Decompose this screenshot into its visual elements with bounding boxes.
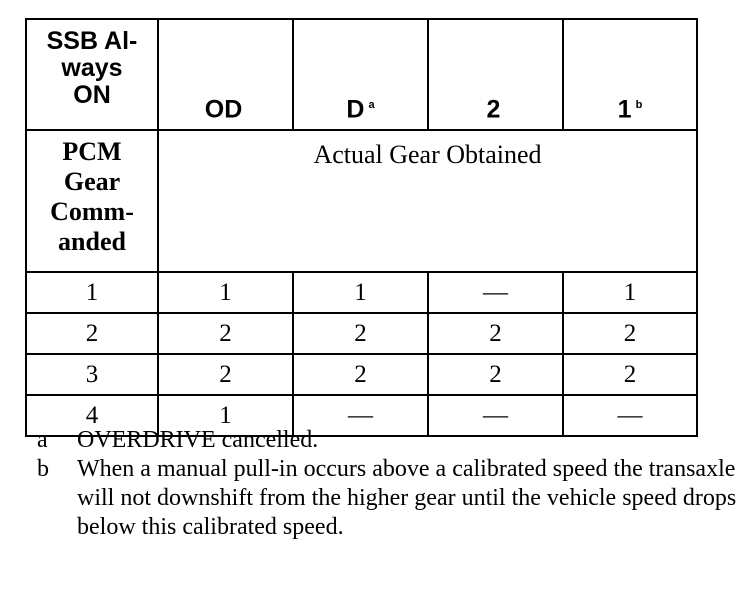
table-cell: 1 [26,272,158,313]
table-cell: 2 [428,354,563,395]
table-cell: 2 [293,313,428,354]
table-cell: 1 [563,272,697,313]
table-cell: 3 [26,354,158,395]
actual-gear-obtained-label: Actual Gear Obtained [158,130,697,272]
table-cell: 2 [158,354,293,395]
header-row [26,19,697,130]
table-cell: 2 [26,313,158,354]
table-cell: — [563,395,697,436]
header-col-2: 2 [428,19,563,130]
header-ssb-always-on: SSB Al- ways ON [26,19,158,130]
table-cell: 2 [428,313,563,354]
footnote-key: a [37,427,48,453]
header-col-1: 1 $^b$ [563,19,697,130]
table-cell: 1 [158,272,293,313]
table-cell: 1 [158,395,293,436]
footnote-a [37,426,737,455]
footnote-text: When a manual pull-in occurs above a calibrated speed the transaxle will not downshift from the higher gear until the vehicle speed drops below this calibrated speed. [77,456,737,540]
subheader-row [26,130,697,272]
table-cell: 4 [26,395,158,436]
footnote-ref-a: a [368,98,375,111]
table-cell: 2 [158,313,293,354]
table-cell: 1 [293,272,428,313]
table-cell: — [293,395,428,436]
footnote-text: OVERDRIVE cancelled. [77,427,319,453]
table-row [26,272,697,313]
table-row [26,354,697,395]
footnote-b [37,455,737,542]
header-col-od: OD [158,19,293,130]
header-col-d: D $^a$ [293,19,428,130]
footnote-key: b [37,456,49,482]
pcm-gear-commanded-label: PCM Gear Comm- anded [26,130,158,272]
table-cell: — [428,272,563,313]
gear-table [25,18,698,437]
table-cell: 2 [563,313,697,354]
footnote-ref-b: b [635,98,643,111]
table-cell: 2 [293,354,428,395]
table-cell: 2 [563,354,697,395]
table-row [26,313,697,354]
footnotes [37,426,737,542]
table-cell: — [428,395,563,436]
